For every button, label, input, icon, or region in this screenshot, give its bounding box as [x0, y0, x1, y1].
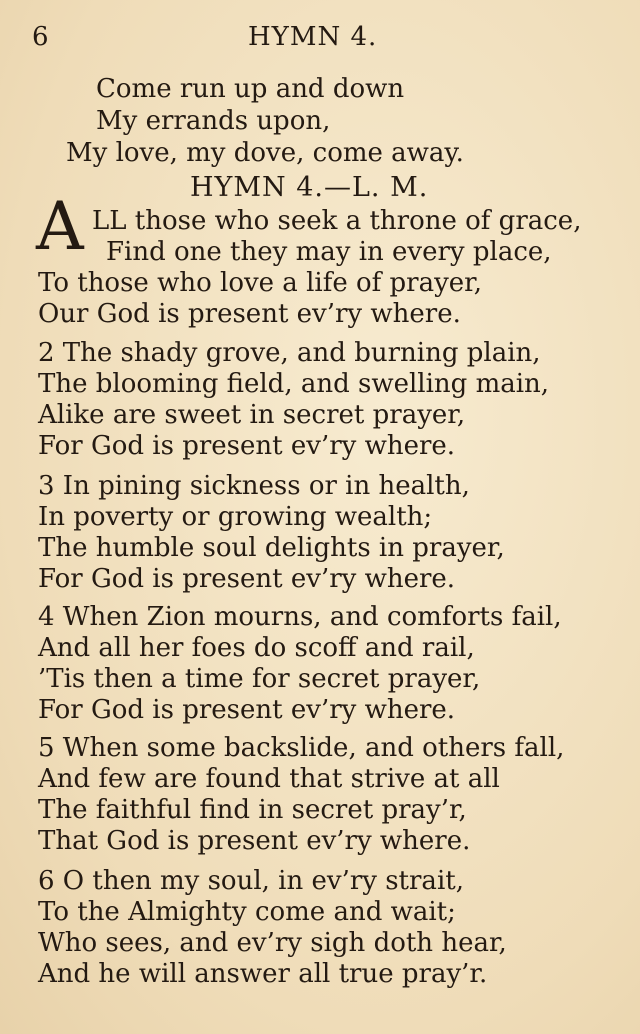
- stanza5-line-2: And few are found that strive at all: [38, 764, 500, 794]
- stanza2-line-3: Alike are sweet in secret prayer,: [38, 400, 466, 430]
- stanza1-line-2: Find one they may in every place,: [106, 237, 552, 267]
- stanza4-line-2: And all her foes do scoff and rail,: [38, 633, 475, 663]
- stanza3-line-4: For God is present ev’ry where.: [38, 564, 456, 594]
- running-title: HYMN 4.: [248, 22, 378, 52]
- stanza6-line-1: 6 O then my soul, in ev’ry strait,: [38, 866, 464, 896]
- carryover-line-2: My errands upon,: [96, 106, 331, 136]
- stanza6-line-3: Who sees, and ev’ry sigh doth hear,: [38, 928, 507, 958]
- carryover-line-1: Come run up and down: [96, 74, 405, 104]
- stanza3-line-2: In poverty or growing wealth;: [38, 502, 433, 532]
- drop-cap: A: [36, 188, 84, 265]
- stanza3-line-1: 3 In pining sickness or in health,: [38, 471, 470, 501]
- stanza5-line-3: The faithful find in secret pray’r,: [38, 795, 467, 825]
- page-number: 6: [32, 22, 49, 52]
- stanza1-line-4: Our God is present ev’ry where.: [38, 299, 461, 329]
- stanza2-line-2: The blooming field, and swelling main,: [38, 369, 550, 399]
- stanza1-line-1: LL those who seek a throne of grace,: [92, 206, 582, 236]
- stanza5-line-4: That God is present ev’ry where.: [38, 826, 471, 856]
- hymn-heading: HYMN 4.—L. M.: [190, 172, 429, 203]
- stanza6-line-2: To the Almighty come and wait;: [38, 897, 456, 927]
- page-header: [0, 22, 640, 62]
- stanza1-line-3: To those who love a life of prayer,: [38, 268, 483, 298]
- stanza3-line-3: The humble soul delights in prayer,: [38, 533, 505, 563]
- stanza4-line-1: 4 When Zion mourns, and comforts fail,: [38, 602, 562, 632]
- stanza2-line-1: 2 The shady grove, and burning plain,: [38, 338, 541, 368]
- stanza6-line-4: And he will answer all true pray’r.: [38, 959, 488, 989]
- carryover-line-3: My love, my dove, come away.: [66, 138, 464, 168]
- stanza5-line-1: 5 When some backslide, and others fall,: [38, 733, 565, 763]
- stanza4-line-4: For God is present ev’ry where.: [38, 695, 456, 725]
- stanza4-line-3: ’Tis then a time for secret prayer,: [38, 664, 481, 694]
- stanza2-line-4: For God is present ev’ry where.: [38, 431, 456, 461]
